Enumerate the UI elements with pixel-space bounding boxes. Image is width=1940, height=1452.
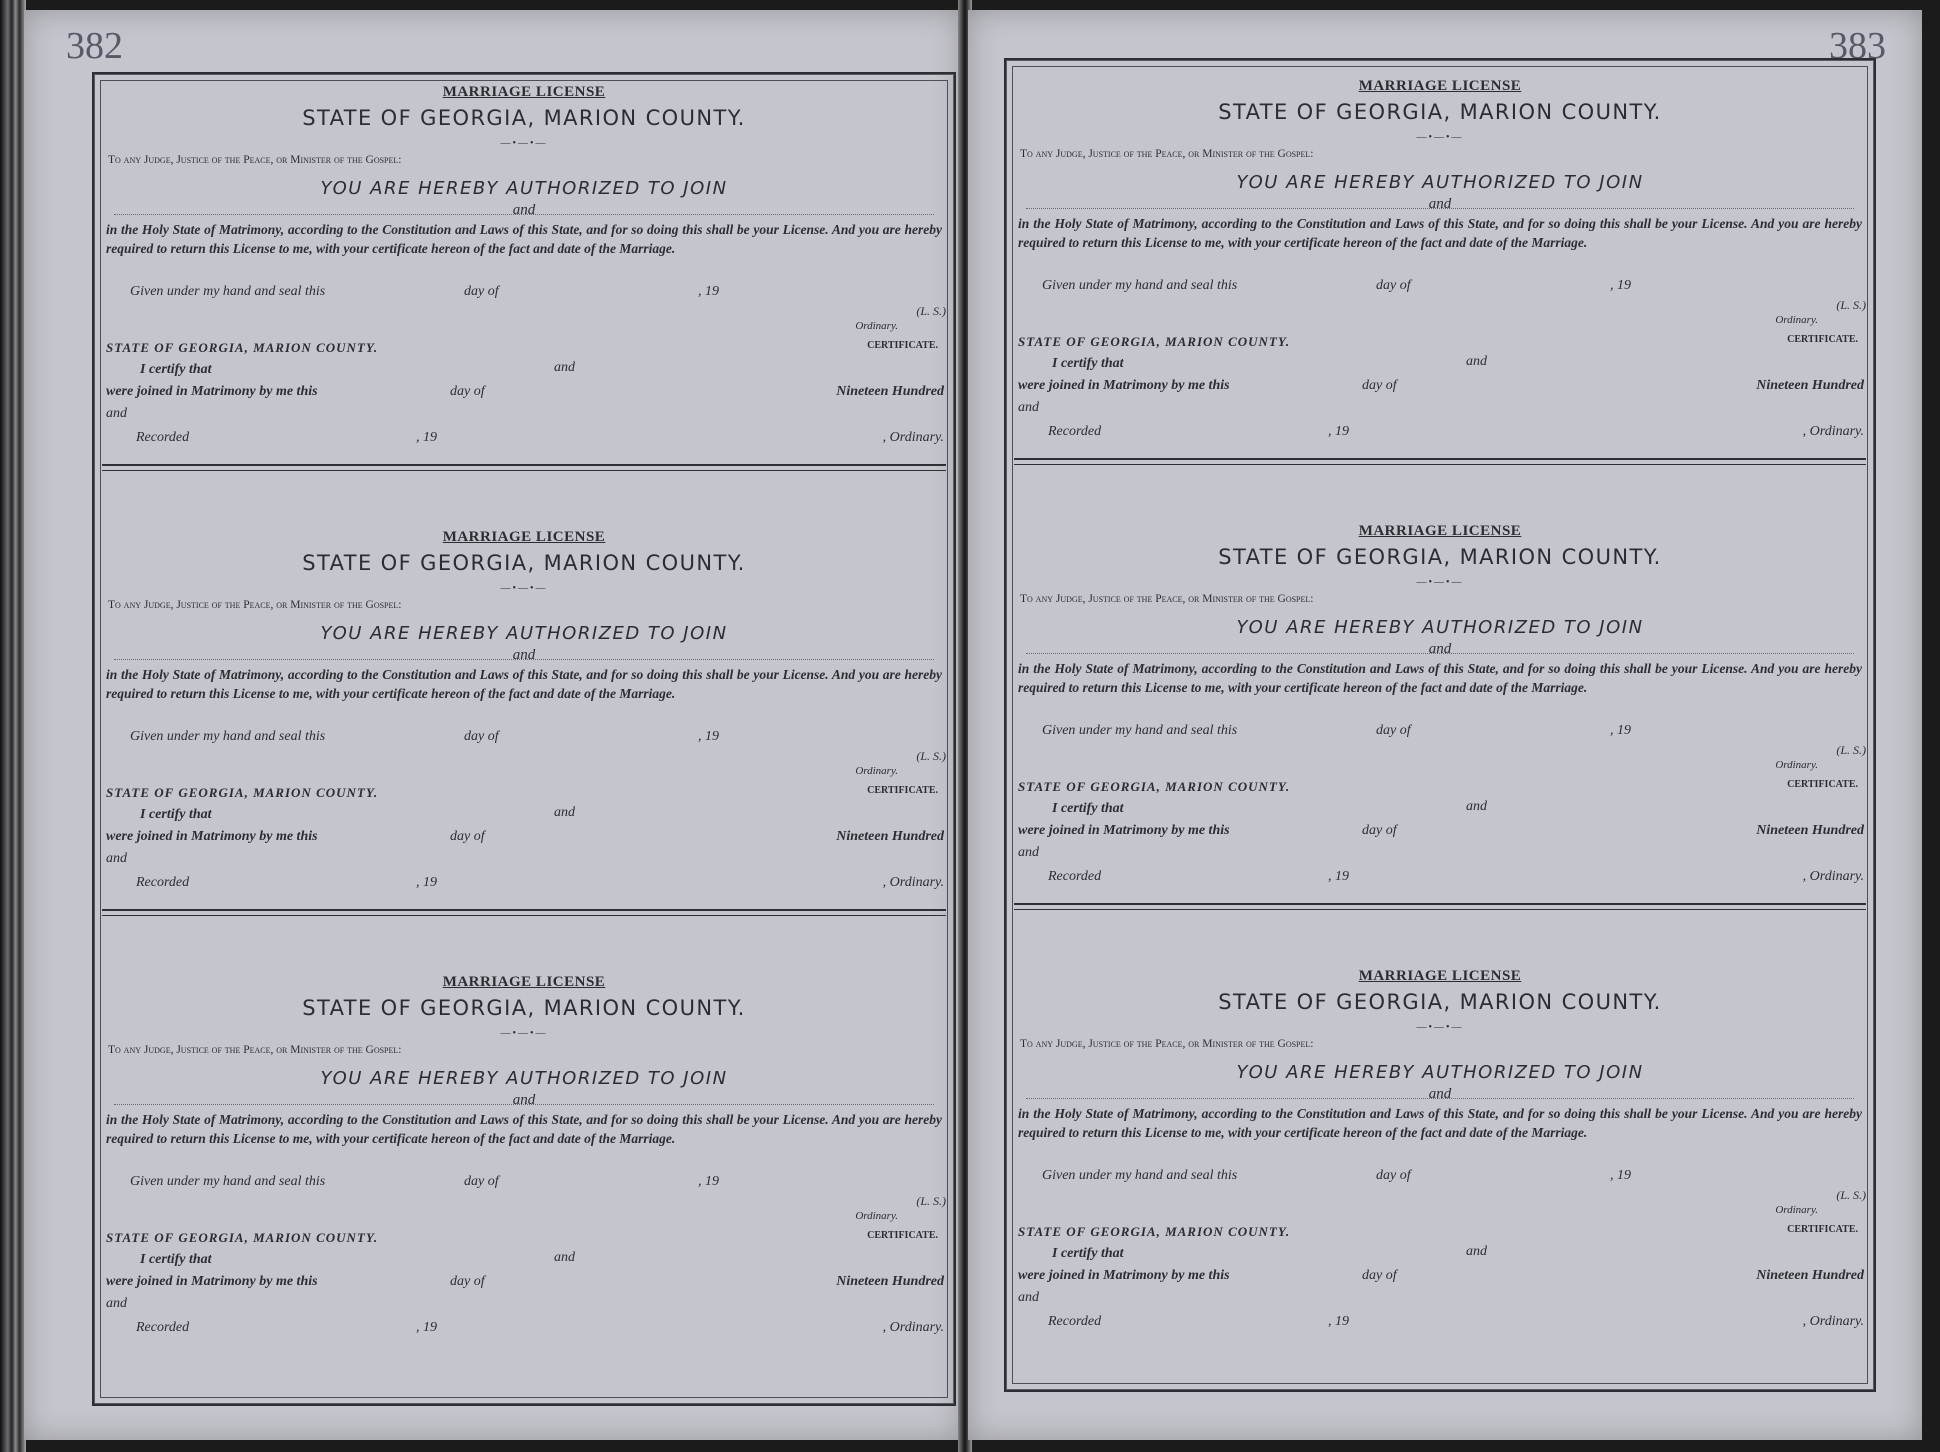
license-heading: MARRIAGE LICENSE	[1358, 78, 1522, 94]
recorded-label: Recorded	[136, 1320, 190, 1335]
seal-label: (L. S.)	[1836, 743, 1866, 757]
seal-label: (L. S.)	[1836, 298, 1866, 312]
license-state-title: STATE OF GEORGIA, MARION COUNTY.	[302, 106, 746, 130]
license-heading: MARRIAGE LICENSE	[442, 84, 606, 100]
marriage-license	[94, 84, 954, 524]
given-under-hand-label: Given under my hand and seal this	[130, 1174, 326, 1189]
given-under-hand-label: Given under my hand and seal this	[130, 729, 326, 744]
section-divider	[1014, 903, 1866, 910]
addressee-line: To any Judge, Justice of the Peace, or Minister of the Gospel:	[1020, 593, 1314, 605]
license-body-text: in the Holy State of Matrimony, according to the Constitution and Laws of this State, and for so doing this shall be your License. And you are hereby required to return this License to me, with your certificate hereon of the fact and date of the Marriage.	[1018, 1106, 1862, 1140]
recorded-ordinary-label: , Ordinary.	[882, 1320, 944, 1335]
certify-label: I certify that	[140, 1252, 212, 1267]
and-label: and	[512, 647, 536, 663]
day-of-label: day of	[1362, 1268, 1397, 1283]
joined-label: were joined in Matrimony by me this	[1018, 1268, 1230, 1283]
joined-label: were joined in Matrimony by me this	[1018, 378, 1230, 393]
recorded-label: Recorded	[136, 430, 190, 445]
year-prefix-label: , 19	[1328, 869, 1349, 884]
and-label: and	[1466, 799, 1487, 814]
recorded-label: Recorded	[1048, 869, 1102, 884]
page-frame	[92, 72, 956, 1406]
nineteen-hundred-label: Nineteen Hundred	[1756, 1268, 1864, 1283]
license-state-title: STATE OF GEORGIA, MARION COUNTY.	[302, 551, 746, 575]
day-of-label: day of	[1376, 278, 1411, 293]
marriage-license	[1006, 78, 1874, 518]
license-body-text: in the Holy State of Matrimony, according to the Constitution and Laws of this State, and for so doing this shall be your License. And you are hereby required to return this License to me, with your certificate hereon of the fact and date of the Marriage.	[106, 1112, 942, 1146]
ornament-divider: —•—•—	[1416, 132, 1464, 143]
joined-label: were joined in Matrimony by me this	[106, 384, 318, 399]
and-label: and	[554, 360, 575, 375]
day-of-label: day of	[464, 284, 499, 299]
section-divider	[102, 464, 946, 471]
certificate-state-title: STATE OF GEORGIA, MARION COUNTY.	[1018, 334, 1291, 349]
license-heading: MARRIAGE LICENSE	[1358, 968, 1522, 984]
seal-label: (L. S.)	[916, 749, 946, 763]
day-of-label: day of	[1376, 723, 1411, 738]
addressee-line: To any Judge, Justice of the Peace, or Minister of the Gospel:	[108, 1044, 402, 1056]
certificate-state-title: STATE OF GEORGIA, MARION COUNTY.	[106, 340, 379, 355]
addressee-line: To any Judge, Justice of the Peace, or Minister of the Gospel:	[1020, 148, 1314, 160]
joined-label: were joined in Matrimony by me this	[106, 829, 318, 844]
license-heading: MARRIAGE LICENSE	[442, 974, 606, 990]
nineteen-hundred-label: Nineteen Hundred	[836, 384, 944, 399]
recorded-ordinary-label: , Ordinary.	[882, 430, 944, 445]
ordinary-label: Ordinary.	[855, 765, 898, 777]
nineteen-hundred-label: Nineteen Hundred	[1756, 378, 1864, 393]
right-page	[968, 10, 1922, 1440]
marriage-license	[94, 529, 954, 969]
year-prefix-label: , 19	[1610, 723, 1631, 738]
and-label: and	[1018, 1290, 1039, 1305]
ornament-divider: —•—•—	[500, 1028, 548, 1039]
and-label: and	[1018, 845, 1039, 860]
license-heading: MARRIAGE LICENSE	[442, 529, 606, 545]
ordinary-label: Ordinary.	[855, 1210, 898, 1222]
and-label: and	[1466, 1244, 1487, 1259]
year-prefix-label: , 19	[416, 430, 437, 445]
nineteen-hundred-label: Nineteen Hundred	[836, 829, 944, 844]
authorization-line: YOU ARE HEREBY AUTHORIZED TO JOIN	[320, 178, 728, 199]
certify-label: I certify that	[140, 362, 212, 377]
section-divider	[1014, 458, 1866, 465]
and-label: and	[1428, 641, 1452, 657]
given-under-hand-label: Given under my hand and seal this	[1042, 1168, 1238, 1183]
authorization-line: YOU ARE HEREBY AUTHORIZED TO JOIN	[320, 1068, 728, 1089]
ornament-divider: —•—•—	[1416, 577, 1464, 588]
year-prefix-label: , 19	[698, 1174, 719, 1189]
section-divider	[102, 909, 946, 916]
day-of-label: day of	[464, 1174, 499, 1189]
nineteen-hundred-label: Nineteen Hundred	[1756, 823, 1864, 838]
license-state-title: STATE OF GEORGIA, MARION COUNTY.	[1218, 990, 1662, 1014]
recorded-ordinary-label: , Ordinary.	[882, 875, 944, 890]
joined-label: were joined in Matrimony by me this	[1018, 823, 1230, 838]
marriage-license	[1006, 968, 1874, 1408]
day-of-label: day of	[1376, 1168, 1411, 1183]
certify-label: I certify that	[140, 807, 212, 822]
license-state-title: STATE OF GEORGIA, MARION COUNTY.	[302, 996, 746, 1020]
ordinary-label: Ordinary.	[1775, 759, 1818, 771]
year-prefix-label: , 19	[1328, 1314, 1349, 1329]
year-prefix-label: , 19	[1328, 424, 1349, 439]
certificate-state-title: STATE OF GEORGIA, MARION COUNTY.	[106, 1230, 379, 1245]
seal-label: (L. S.)	[1836, 1188, 1866, 1202]
left-page	[24, 10, 962, 1440]
page-frame	[1004, 58, 1876, 1392]
recorded-ordinary-label: , Ordinary.	[1802, 424, 1864, 439]
and-label: and	[512, 1092, 536, 1108]
ordinary-label: Ordinary.	[855, 320, 898, 332]
year-prefix-label: , 19	[1610, 278, 1631, 293]
year-prefix-label: , 19	[698, 284, 719, 299]
day-of-label: day of	[464, 729, 499, 744]
and-label: and	[1466, 354, 1487, 369]
ordinary-label: Ordinary.	[1775, 314, 1818, 326]
certificate-label: CERTIFICATE.	[867, 1230, 938, 1241]
certificate-label: CERTIFICATE.	[1787, 334, 1858, 345]
authorization-line: YOU ARE HEREBY AUTHORIZED TO JOIN	[1236, 1062, 1644, 1083]
and-label: and	[106, 406, 127, 421]
and-label: and	[512, 202, 536, 218]
license-body-text: in the Holy State of Matrimony, according to the Constitution and Laws of this State, and for so doing this shall be your License. And you are hereby required to return this License to me, with your certificate hereon of the fact and date of the Marriage.	[1018, 661, 1862, 695]
certificate-label: CERTIFICATE.	[867, 785, 938, 796]
authorization-line: YOU ARE HEREBY AUTHORIZED TO JOIN	[1236, 617, 1644, 638]
and-label: and	[106, 851, 127, 866]
day-of-label: day of	[450, 829, 485, 844]
page-number: 382	[66, 25, 123, 67]
addressee-line: To any Judge, Justice of the Peace, or Minister of the Gospel:	[1020, 1038, 1314, 1050]
given-under-hand-label: Given under my hand and seal this	[130, 284, 326, 299]
license-state-title: STATE OF GEORGIA, MARION COUNTY.	[1218, 100, 1662, 124]
and-label: and	[1428, 196, 1452, 212]
recorded-label: Recorded	[1048, 1314, 1102, 1329]
day-of-label: day of	[1362, 823, 1397, 838]
license-body-text: in the Holy State of Matrimony, according to the Constitution and Laws of this State, and for so doing this shall be your License. And you are hereby required to return this License to me, with your certificate hereon of the fact and date of the Marriage.	[106, 222, 942, 256]
page-number: 383	[1829, 25, 1886, 67]
recorded-label: Recorded	[1048, 424, 1102, 439]
certify-label: I certify that	[1052, 801, 1124, 816]
license-state-title: STATE OF GEORGIA, MARION COUNTY.	[1218, 545, 1662, 569]
ornament-divider: —•—•—	[1416, 1022, 1464, 1033]
seal-label: (L. S.)	[916, 1194, 946, 1208]
certificate-label: CERTIFICATE.	[867, 340, 938, 351]
ornament-divider: —•—•—	[500, 138, 548, 149]
and-label: and	[1018, 400, 1039, 415]
certify-label: I certify that	[1052, 356, 1124, 371]
certify-label: I certify that	[1052, 1246, 1124, 1261]
license-heading: MARRIAGE LICENSE	[1358, 523, 1522, 539]
addressee-line: To any Judge, Justice of the Peace, or Minister of the Gospel:	[108, 154, 402, 166]
joined-label: were joined in Matrimony by me this	[106, 1274, 318, 1289]
day-of-label: day of	[450, 1274, 485, 1289]
given-under-hand-label: Given under my hand and seal this	[1042, 723, 1238, 738]
ordinary-label: Ordinary.	[1775, 1204, 1818, 1216]
certificate-label: CERTIFICATE.	[1787, 779, 1858, 790]
certificate-state-title: STATE OF GEORGIA, MARION COUNTY.	[1018, 779, 1291, 794]
addressee-line: To any Judge, Justice of the Peace, or Minister of the Gospel:	[108, 599, 402, 611]
year-prefix-label: , 19	[698, 729, 719, 744]
seal-label: (L. S.)	[916, 304, 946, 318]
recorded-ordinary-label: , Ordinary.	[1802, 869, 1864, 884]
book-binding	[0, 0, 26, 1452]
and-label: and	[554, 805, 575, 820]
nineteen-hundred-label: Nineteen Hundred	[836, 1274, 944, 1289]
given-under-hand-label: Given under my hand and seal this	[1042, 278, 1238, 293]
and-label: and	[554, 1250, 575, 1265]
year-prefix-label: , 19	[416, 875, 437, 890]
marriage-license	[1006, 523, 1874, 963]
recorded-label: Recorded	[136, 875, 190, 890]
certificate-label: CERTIFICATE.	[1787, 1224, 1858, 1235]
license-body-text: in the Holy State of Matrimony, according to the Constitution and Laws of this State, and for so doing this shall be your License. And you are hereby required to return this License to me, with your certificate hereon of the fact and date of the Marriage.	[1018, 216, 1862, 250]
and-label: and	[106, 1296, 127, 1311]
license-body-text: in the Holy State of Matrimony, according to the Constitution and Laws of this State, and for so doing this shall be your License. And you are hereby required to return this License to me, with your certificate hereon of the fact and date of the Marriage.	[106, 667, 942, 701]
authorization-line: YOU ARE HEREBY AUTHORIZED TO JOIN	[320, 623, 728, 644]
year-prefix-label: , 19	[416, 1320, 437, 1335]
ornament-divider: —•—•—	[500, 583, 548, 594]
certificate-state-title: STATE OF GEORGIA, MARION COUNTY.	[106, 785, 379, 800]
authorization-line: YOU ARE HEREBY AUTHORIZED TO JOIN	[1236, 172, 1644, 193]
year-prefix-label: , 19	[1610, 1168, 1631, 1183]
recorded-ordinary-label: , Ordinary.	[1802, 1314, 1864, 1329]
day-of-label: day of	[1362, 378, 1397, 393]
and-label: and	[1428, 1086, 1452, 1102]
day-of-label: day of	[450, 384, 485, 399]
marriage-license	[94, 974, 954, 1414]
certificate-state-title: STATE OF GEORGIA, MARION COUNTY.	[1018, 1224, 1291, 1239]
